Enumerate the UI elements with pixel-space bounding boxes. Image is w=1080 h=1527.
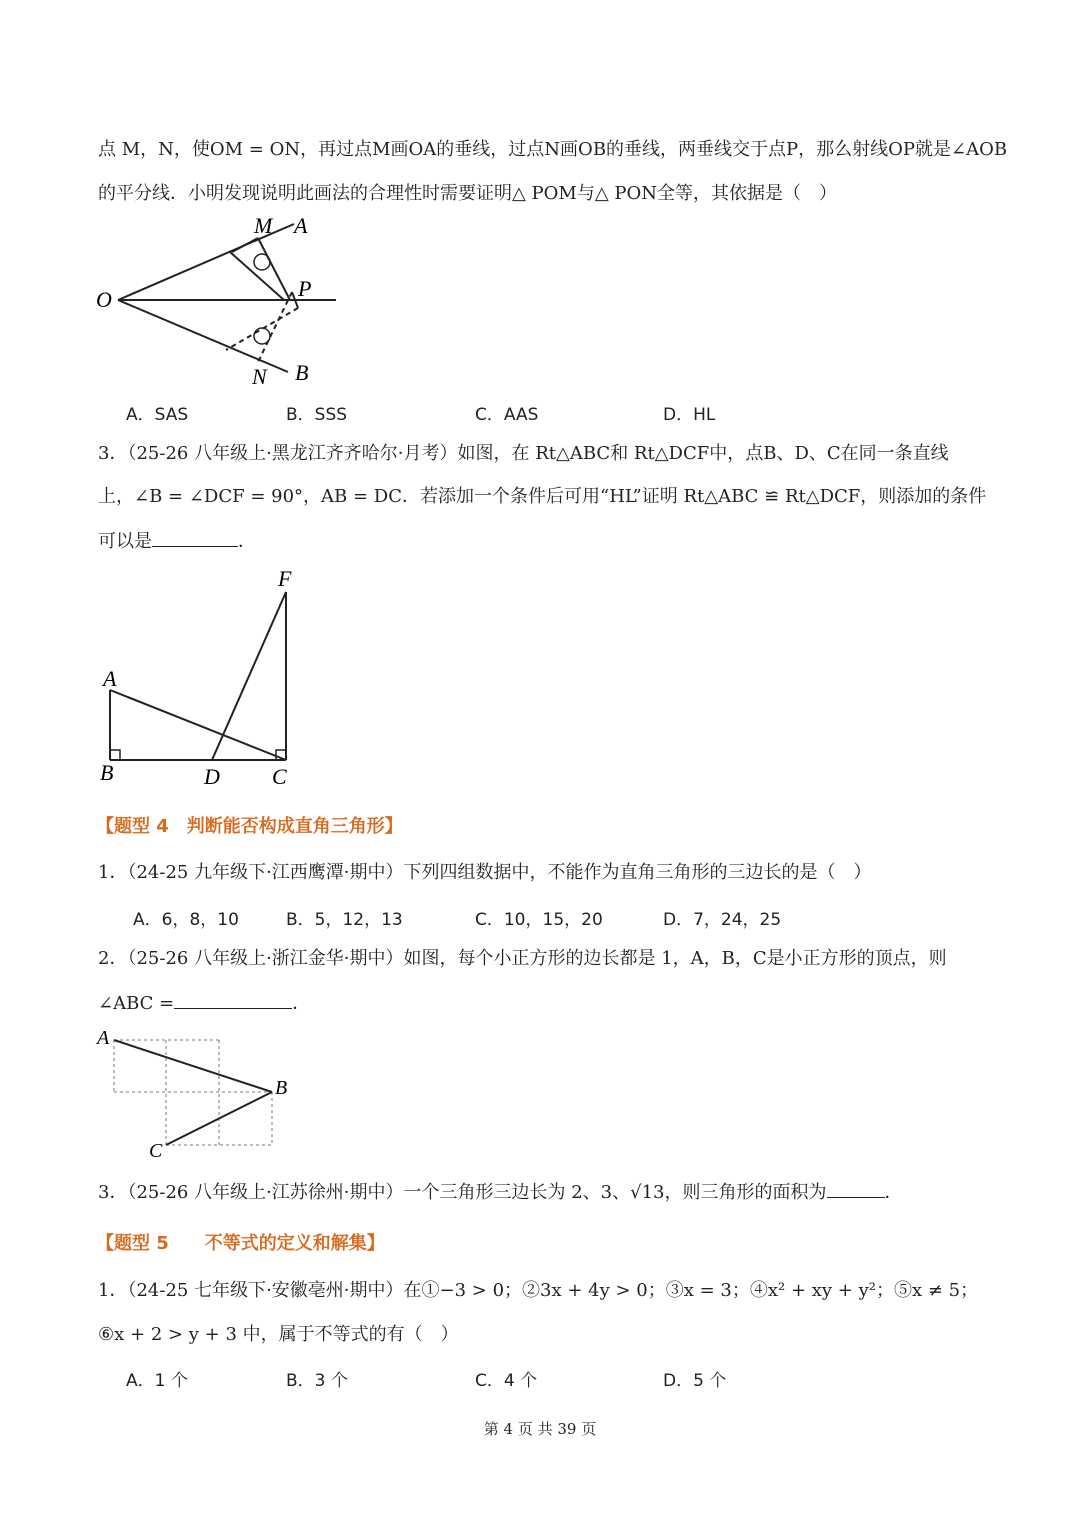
- s5q1-number: 1．: [98, 1280, 128, 1301]
- s4q1-option-d[interactable]: D．7，24，25: [663, 910, 782, 930]
- s5q1-option-b[interactable]: B．3 个: [286, 1371, 348, 1391]
- label-F: F: [278, 566, 292, 591]
- q2-option-d[interactable]: D．HL: [663, 405, 716, 425]
- s4q1-number: 1．: [98, 862, 128, 883]
- q3-number: 3．: [98, 443, 128, 464]
- label-C: C: [149, 1140, 163, 1162]
- s5q1-option-d[interactable]: D．5 个: [663, 1371, 727, 1391]
- section-5-title: 【题型 5 不等式的定义和解集】: [96, 1233, 385, 1254]
- label-O: O: [96, 287, 112, 312]
- label-D: D: [204, 764, 220, 789]
- s4q2-prompt: ∠ABC =: [98, 993, 175, 1014]
- q2-option-c[interactable]: C．AAS: [475, 405, 539, 425]
- q2-line2: 的平分线．小明发现说明此画法的合理性时需要证明△ POM与△ PON全等，其依据是（ ）: [98, 183, 838, 204]
- q3-text: （25-26 八年级上·黑龙江齐齐哈尔·月考）如图，在 Rt△ABC和 Rt△DCF中，点B、D、C在同一条直线: [127, 443, 949, 464]
- label-B: B: [100, 760, 114, 785]
- s5q1-option-c[interactable]: C．4 个: [475, 1371, 538, 1391]
- s4q1-option-a[interactable]: A．6，8，10: [133, 910, 239, 930]
- q3-prompt: 可以是: [98, 531, 152, 552]
- label-C: C: [272, 764, 287, 789]
- label-B: B: [295, 360, 309, 385]
- page-footer: 第 4 页 共 39 页: [483, 1420, 597, 1438]
- s5q1-option-a[interactable]: A．1 个: [126, 1371, 188, 1391]
- s4q2-number: 2．: [98, 948, 128, 969]
- s4q2-text: （25-26 八年级上·浙江金华·期中）如图，每个小正方形的边长都是 1，A，B，C是小正方形的顶点，则: [127, 948, 947, 969]
- q2-line1: 点 M，N，使OM = ON，再过点M画OA的垂线，过点N画OB的垂线，两垂线交于点P，那么射线OP就是∠AOB: [98, 139, 1008, 160]
- s4q1-text: （24-25 九年级下·江西鹰潭·期中）下列四组数据中，不能作为直角三角形的三边长的是（ ）: [127, 862, 872, 883]
- q2-option-a[interactable]: A．SAS: [126, 405, 189, 425]
- s4q1-option-b[interactable]: B．5，12，13: [286, 910, 403, 930]
- q3-period: ．: [238, 531, 256, 552]
- q3-line2: 上，∠B = ∠DCF = 90°，AB = DC．若添加一个条件后可用“HL”证明 Rt△ABC ≌ Rt△DCF，则添加的条件: [98, 486, 987, 507]
- s4q3-answer-blank[interactable]: [827, 1179, 885, 1198]
- label-A: A: [97, 1027, 110, 1049]
- s4q2-period: ．: [292, 993, 311, 1014]
- label-A: A: [294, 213, 308, 238]
- s4q3-line: [98, 1179, 903, 1205]
- s5q1-line1: [98, 1279, 978, 1303]
- label-B: B: [275, 1077, 288, 1099]
- s4q3-text: （25-26 八年级上·江苏徐州·期中）一个三角形三边长为 2、3、√13，则三角形的面积为: [127, 1182, 827, 1203]
- section-4-title: 【题型 4 判断能否构成直角三角形】: [96, 816, 403, 837]
- label-M: M: [254, 213, 273, 238]
- s4q3-number: 3．: [98, 1182, 128, 1203]
- q2-option-b[interactable]: B．SSS: [286, 405, 348, 425]
- s4q1-option-c[interactable]: C．10，15，20: [475, 910, 603, 930]
- label-N: N: [252, 364, 267, 389]
- label-P: P: [298, 276, 312, 301]
- s5q1-text: （24-25 七年级下·安徽亳州·期中）在①−3 > 0；②3x + 4y > 0；③x = 3；④x² + xy + y²；⑤x ≠ 5；: [127, 1280, 979, 1301]
- s4q3-period: ．: [884, 1182, 903, 1203]
- label-A: A: [103, 666, 117, 691]
- s5q1-line2: ⑥x + 2 > y + 3 中，属于不等式的有（ ）: [98, 1324, 459, 1345]
